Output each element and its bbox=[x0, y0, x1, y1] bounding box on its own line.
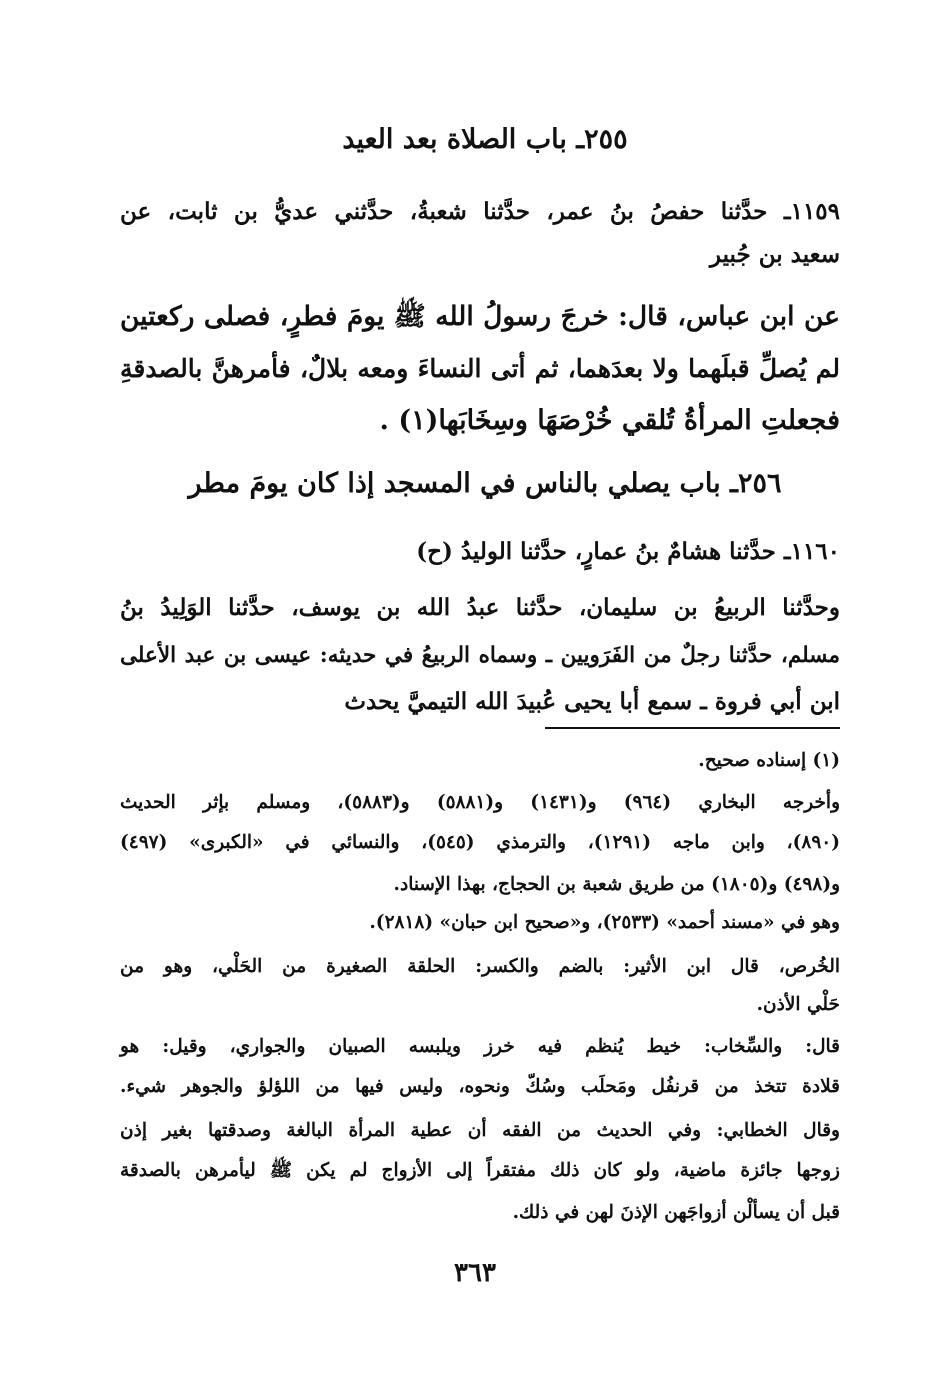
footnote-line-5: وهو في «مسند أحمد» (٢٥٣٣)، و«صحيح ابن حبان» (٢٨١٨). bbox=[369, 912, 840, 933]
hadith-1159-matn-line-1: عن ابن عباس، قال: خرجَ رسولُ الله ﷺ يومَ فطرٍ، فصلى ركعتين bbox=[120, 301, 840, 332]
hadith-1159-matn-line-3: فجعلتِ المرأةُ تُلقي خُرْصَهَا وسِخَابَها(١) . bbox=[379, 405, 840, 436]
hadith-1160-line-2: وحدَّثنا الربيعُ بن سليمان، حدَّثنا عبدُ الله بن يوسف، حدَّثنا الوَلِيدُ بنُ bbox=[120, 594, 840, 621]
footnote-line-4: و(٤٩٨) و(١٨٠٥) من طريق شعبة بن الحجاج، بهذا الإسناد. bbox=[393, 874, 840, 895]
footnote-line-3: (٨٩٠)، وابن ماجه (١٢٩١)، والترمذي (٥٤٥)، والنسائي في «الكبرى» (٤٩٧) bbox=[120, 832, 840, 853]
hadith-1159-matn-line-2: لم يُصلِّ قبلَهما ولا بعدَهما، ثم أتى النساءَ ومعه بلالٌ، فأمرهنَّ بالصدقةِ bbox=[120, 354, 840, 383]
chapter-heading-255: ٢٥٥ـ باب الصلاة بعد العيد bbox=[342, 124, 628, 155]
chapter-heading-256: ٢٥٦ـ باب يصلي بالناس في المسجد إذا كان يومَ مطر bbox=[188, 468, 782, 499]
footnote-line-12: قبل أن يسألْن أزواجَهن الإذنَ لهن في ذلك. bbox=[512, 1202, 840, 1223]
hadith-1160-line-1: ١١٦٠ـ حدَّثنا هشامٌ بنُ عمارٍ، حدَّثنا الوليدُ (ح) bbox=[416, 538, 840, 565]
footnote-line-11: زوجها جائزة ماضية، ولو كان ذلك مفتقراً إلى الأزواج لم يكن ﷺ ليأمرهن بالصدقة bbox=[120, 1160, 840, 1181]
footnote-line-1: (١) إسناده صحيح. bbox=[698, 750, 840, 771]
footnote-line-9: قلادة تتخذ من قرنفُل ومَحلَب وسُكّ ونحوه، وليس فيها من اللؤلؤ والجوهر شيء. bbox=[120, 1076, 840, 1097]
hadith-1160-line-3: مسلم، حدَّثنا رجلٌ من الفَرَويين ـ وسماه الربيعُ في حديثه: عيسى بن عبد الأعلى bbox=[120, 643, 840, 668]
footnote-line-7: حَلْي الأذن. bbox=[756, 994, 840, 1015]
footnote-separator bbox=[545, 727, 840, 729]
hadith-1159-isnad-line-1: ١١٥٩ـ حدَّثنا حفصُ بنُ عمر، حدَّثنا شعبةُ، حدَّثني عديُّ بن ثابت، عن bbox=[120, 198, 840, 225]
footnote-line-2: وأخرجه البخاري (٩٦٤) و(١٤٣١) و(٥٨٨١) و(٥٨٨٣)، ومسلم بإثر الحديث bbox=[120, 792, 841, 813]
hadith-1160-line-4: ابن أبي فروة ـ سمع أبا يحيى عُبيدَ الله التيميَّ يحدث bbox=[344, 688, 840, 715]
footnote-line-10: وقال الخطابي: وفي الحديث من الفقه أن عطية المرأة البالغة وصدقتها بغير إذن bbox=[120, 1120, 840, 1141]
footnote-line-6: الخُرص، قال ابن الأثير: بالضم والكسر: الحلقة الصغيرة من الحَلْي، وهو من bbox=[120, 956, 840, 977]
page-number: ٣٦٣ bbox=[454, 1258, 496, 1288]
hadith-1159-isnad-line-2: سعيد بن جُبير bbox=[709, 241, 840, 268]
footnote-line-8: قال: والسِّخاب: خيط يُنظم فيه خرز ويلبسه الصبيان والجواري، وقيل: هو bbox=[120, 1036, 840, 1057]
